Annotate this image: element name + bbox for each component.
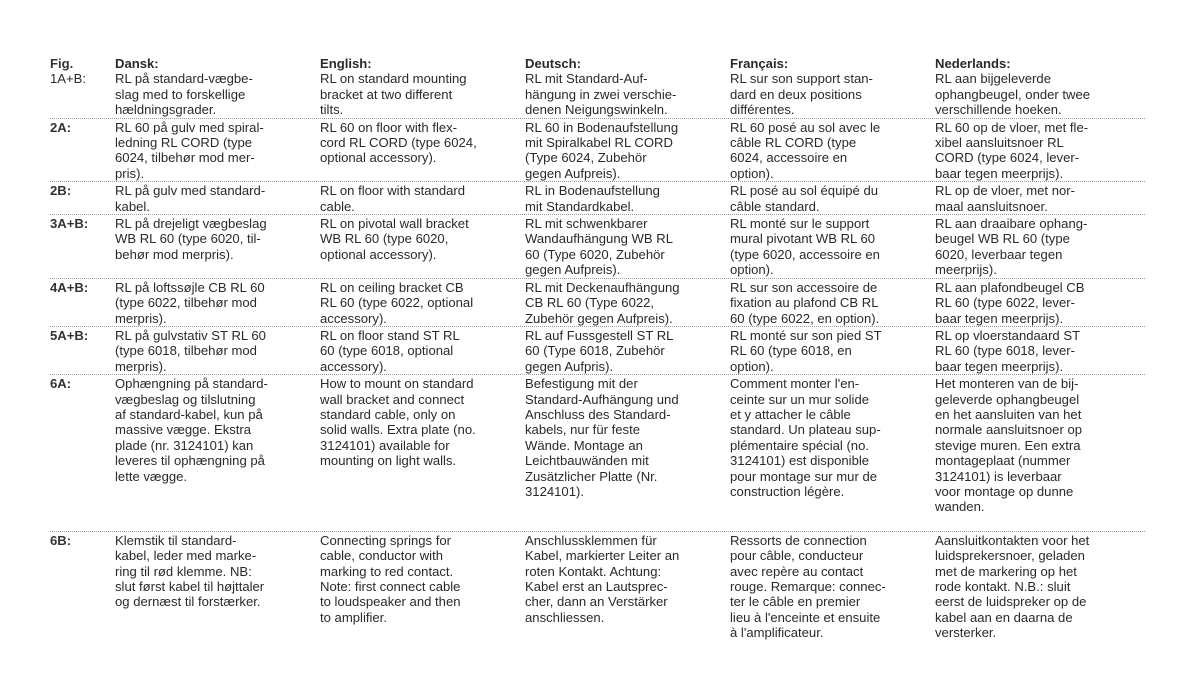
text-dutch: RL op de vloer, met nor- maal aansluitsnoer. xyxy=(935,183,1075,214)
table-row-2b xyxy=(50,181,1145,214)
fig-label: 2B: xyxy=(50,183,72,199)
text-french: Ressorts de connection pour câble, conducteur avec repère au contact rouge. Remarque: connec- ter le câble en premier lieu à l'enceinte et ensuite à l'amplificateur. xyxy=(730,532,886,641)
text-german: RL in Bodenaufstellung mit Standardkabel. xyxy=(525,183,660,214)
text-french: RL sur son support stan- dard en deux positions différentes. xyxy=(730,71,873,118)
text-dutch: RL aan draaibare ophang- beugel WB RL 60 (type 6020, leverbaar tegen meerprijs). xyxy=(935,216,1088,278)
table-row-1ab xyxy=(50,71,1145,117)
header-dutch: Nederlands: xyxy=(935,56,1011,71)
fig-label: 4A+B: xyxy=(50,279,89,295)
header-danish: Dansk: xyxy=(115,56,159,71)
header-german: Deutsch: xyxy=(525,56,582,71)
text-german: RL mit Deckenaufhängung CB RL 60 (Type 6022, Zubehör gegen Aufpreis). xyxy=(525,279,680,326)
text-french: Comment monter l'en- ceinte sur un mur solide et y attacher le câble standard. Un plateau sup- plémentaire spécial (no. 3124101) est disponible pour montage sur mur de construction légère. xyxy=(730,376,881,499)
text-dutch: Het monteren van de bij- geleverde ophangbeugel en het aansluiten van het normale aansluitsnoer op stevige muren. Een extra montageplaat (nummer 3124101) is leverbaar voor montage op dunne wanden. xyxy=(935,376,1083,515)
text-dutch: Aansluitkontakten voor het luidsprekersnoer, geladen met de markering op het rode kontakt. N.B.: sluit eerst de luidspreker op de kabel aan en daarna de versterker. xyxy=(935,532,1090,641)
fig-label: 1A+B: xyxy=(50,71,87,87)
text-dutch: RL op vloerstandaard ST RL 60 (type 6018, lever- baar tegen meerprijs). xyxy=(935,327,1081,374)
text-english: RL on floor with standard cable. xyxy=(320,183,466,214)
text-english: Connecting springs for cable, conductor with marking to red contact. Note: first connect cable to loudspeaker and then to amplifier. xyxy=(320,532,461,625)
text-french: RL posé au sol équipé du câble standard. xyxy=(730,183,879,214)
fig-label: 6B: xyxy=(50,532,72,548)
text-english: RL on floor stand ST RL 60 (type 6018, optional accessory). xyxy=(320,327,460,374)
text-danish: Ophængning på standard- vægbeslag og tilslutning af standard-kabel, kun på massive vægge. Ekstra plade (nr. 3124101) kan leveres til ophængning på lette vægge. xyxy=(115,376,268,484)
text-danish: RL på gulvstativ ST RL 60 (type 6018, tilbehør mod merpris). xyxy=(115,327,266,374)
header-english: English: xyxy=(320,56,372,71)
text-german: RL mit schwenkbarer Wandaufhängung WB RL 60 (Type 6020, Zubehör gegen Aufpreis). xyxy=(525,216,674,278)
text-english: RL on ceiling bracket CB RL 60 (type 6022, optional accessory). xyxy=(320,279,474,326)
table-row-5ab xyxy=(50,326,1145,374)
text-german: Anschlussklemmen für Kabel, markierter Leiter an roten Kontakt. Achtung: Kabel erst an Lautsprec- cher, dann an Verstärker anschliessen. xyxy=(525,532,680,625)
text-french: RL monté sur son pied ST RL 60 (type 6018, en option). xyxy=(730,327,882,374)
text-dutch: RL 60 op de vloer, met fle- xibel aansluitsnoer RL CORD (type 6024, lever- baar tegen meerprijs). xyxy=(935,119,1089,181)
text-danish: RL på gulv med standard- kabel. xyxy=(115,183,266,214)
fig-label: 3A+B: xyxy=(50,216,89,232)
text-danish: RL på drejeligt vægbeslag WB RL 60 (type 6020, til- behør mod merpris). xyxy=(115,216,267,262)
table-row-6a xyxy=(50,374,1145,515)
text-french: RL 60 posé au sol avec le câble RL CORD (type 6024, accessoire en option). xyxy=(730,119,881,181)
table-row-2a xyxy=(50,118,1145,182)
table-row-3ab xyxy=(50,214,1145,278)
fig-label: 2A: xyxy=(50,119,72,135)
fig-label: 6A: xyxy=(50,376,72,392)
fig-label: 5A+B: xyxy=(50,327,89,343)
text-danish: Klemstik til standard- kabel, leder med marke- ring til rød klemme. NB: slut først kabel til højttaler og dernæst til forstærker. xyxy=(115,532,265,610)
text-german: RL auf Fussgestell ST RL 60 (Type 6018, Zubehör gegen Aufpris). xyxy=(525,327,674,374)
text-danish: RL 60 på gulv med spiral- ledning RL CORD (type 6024, tilbehør mod mer- pris). xyxy=(115,119,264,181)
multilingual-instruction-table xyxy=(50,55,1145,641)
text-french: RL monté sur le support mural pivotant WB RL 60 (type 6020, accessoire en option). xyxy=(730,216,880,278)
table-row-6b xyxy=(50,531,1145,641)
text-english: RL on pivotal wall bracket WB RL 60 (type 6020, optional accessory). xyxy=(320,216,469,262)
text-danish: RL på loftssøjle CB RL 60 (type 6022, tilbehør mod merpris). xyxy=(115,279,265,326)
text-english: How to mount on standard wall bracket and connect standard cable, only on solid walls. Extra plate (no. 3124101) available for mounting on light walls. xyxy=(320,376,476,469)
text-dutch: RL aan bijgeleverde ophangbeugel, onder twee verschillende hoeken. xyxy=(935,71,1091,118)
table-row-4ab xyxy=(50,278,1145,326)
text-english: RL 60 on floor with flex- cord RL CORD (type 6024, optional accessory). xyxy=(320,119,477,166)
fig-column-header: Fig. xyxy=(50,56,74,71)
table-header xyxy=(50,55,1145,71)
text-german: Befestigung mit der Standard-Aufhängung und Anschluss des Standard- kabels, nur für feste Wände. Montage an Leichtbauwänden mit Zusätzlicher Platte (Nr. 3124101). xyxy=(525,376,679,499)
text-french: RL sur son accessoire de fixation au plafond CB RL 60 (type 6022, en option). xyxy=(730,279,880,326)
text-dutch: RL aan plafondbeugel CB RL 60 (type 6022, lever- baar tegen meerprijs). xyxy=(935,279,1085,326)
header-french: Français: xyxy=(730,56,789,71)
text-german: RL 60 in Bodenaufstellung mit Spiralkabel RL CORD (Type 6024, Zubehör gegen Aufpreis). xyxy=(525,119,679,181)
text-english: RL on standard mounting bracket at two different tilts. xyxy=(320,71,467,118)
text-danish: RL på standard-vægbe- slag med to forskellige hældningsgrader. xyxy=(115,71,253,118)
text-german: RL mit Standard-Auf- hängung in zwei verschie- denen Neigungswinkeln. xyxy=(525,71,677,118)
